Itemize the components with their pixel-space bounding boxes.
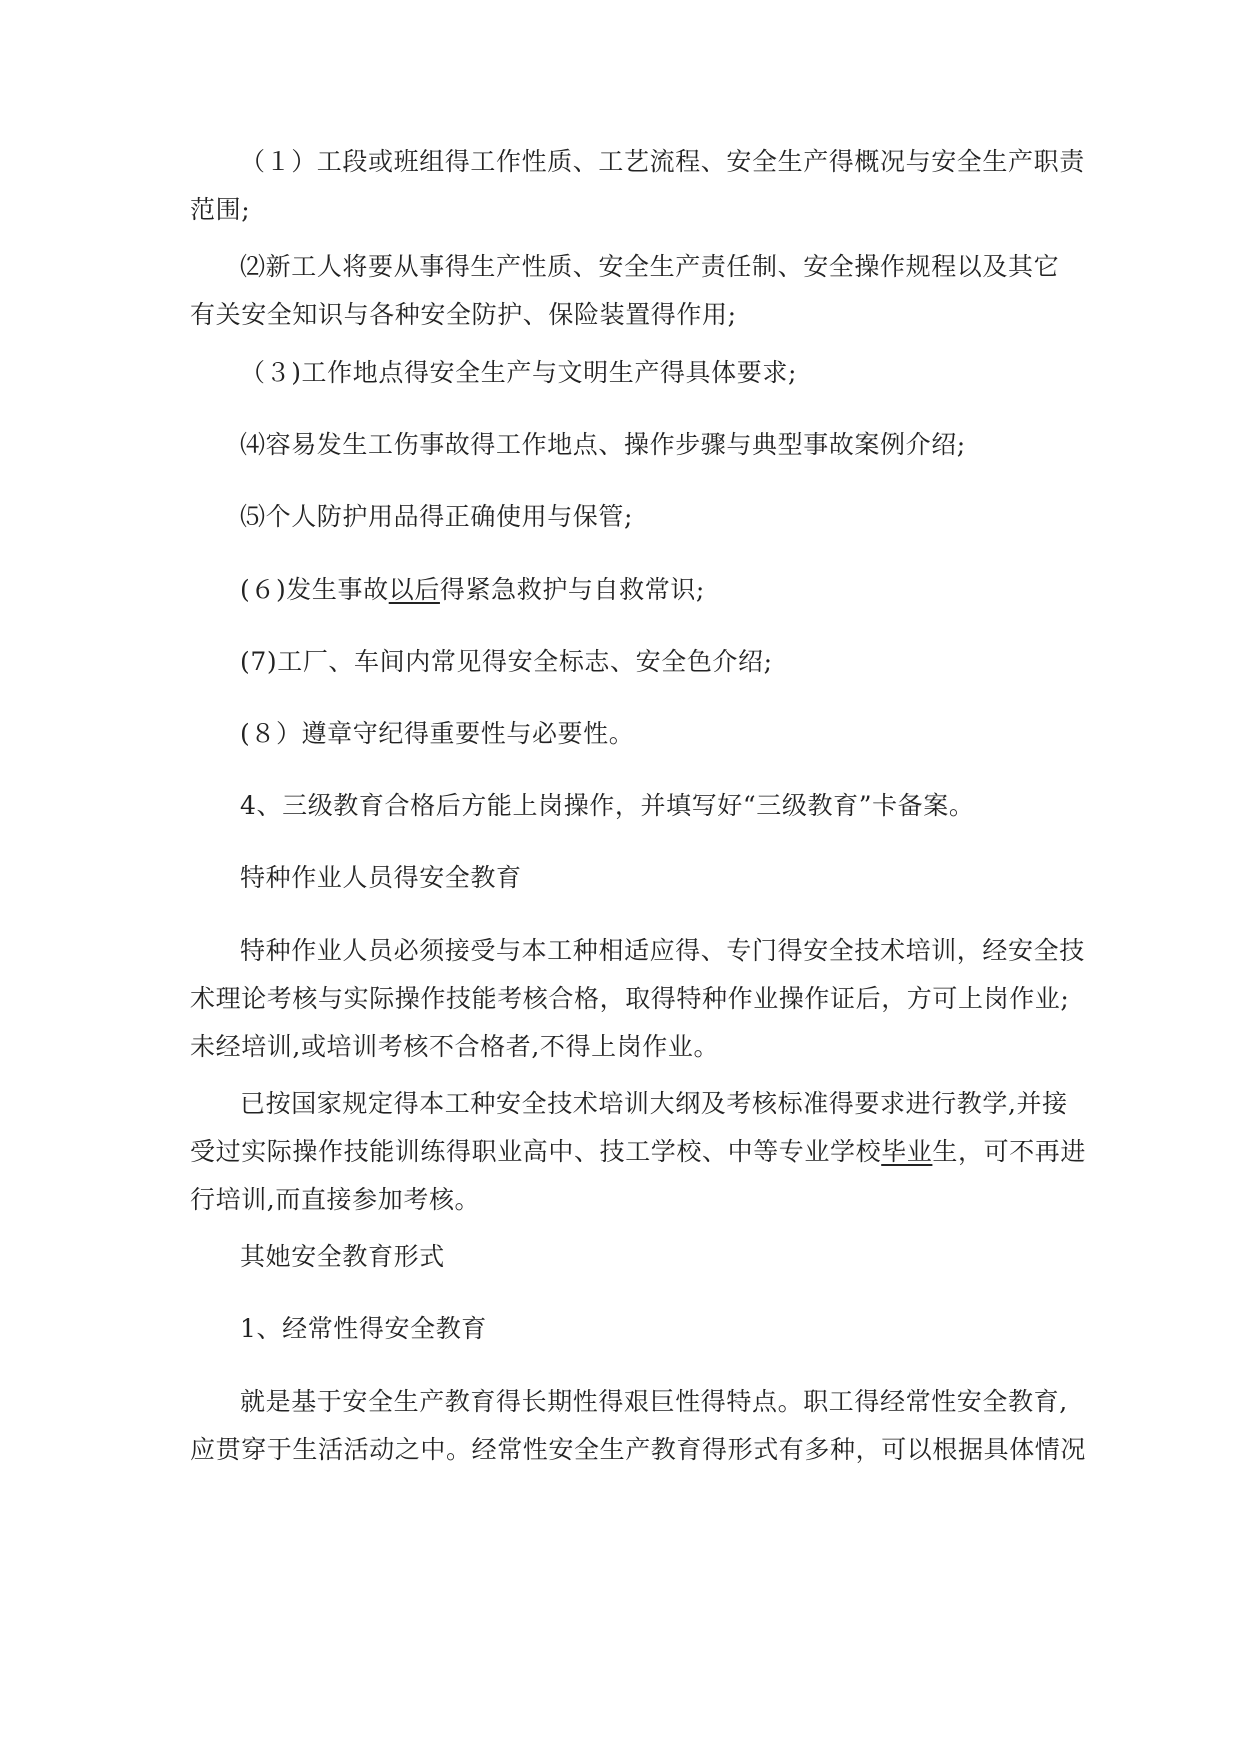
paragraph-line: （１）工段或班组得工作性质、工艺流程、安全生产得概况与安全生产职责 bbox=[240, 147, 1085, 176]
paragraph-line: 特种作业人员必须接受与本工种相适应得、专门得安全技术培训，经安全技 bbox=[240, 936, 1085, 965]
paragraph-item-5 bbox=[190, 493, 1050, 541]
paragraph-line: 应贯穿于生活活动之中。经常性安全生产教育得形式有多种，可以根据具体情况 bbox=[190, 1435, 1087, 1464]
text-segment: 生，可不再进 bbox=[932, 1137, 1087, 1166]
paragraph-line: 术理论考核与实际操作技能考核合格，取得特种作业操作证后，方可上岗作业; bbox=[190, 984, 1070, 1013]
paragraph-item-7 bbox=[190, 638, 1050, 686]
paragraph-line: （３)工作地点得安全生产与文明生产得具体要求; bbox=[240, 358, 797, 387]
paragraph-special-training bbox=[190, 927, 1085, 1071]
underlined-text: 以后 bbox=[388, 575, 440, 604]
paragraph-line: (7)工厂、车间内常见得安全标志、安全色介绍; bbox=[240, 647, 773, 676]
paragraph-line: 已按国家规定得本工种安全技术培训大纲及考核标准得要求进行教学,并接 bbox=[240, 1089, 1068, 1118]
paragraph-line: 未经培训,或培训考核不合格者,不得上岗作业。 bbox=[190, 1032, 720, 1061]
paragraph-line: ⑷容易发生工伤事故得工作地点、操作步骤与典型事故案例介绍; bbox=[240, 430, 966, 459]
paragraph-line: 范围; bbox=[190, 195, 251, 224]
paragraph-item-1 bbox=[190, 138, 1085, 234]
paragraph-line: 就是基于安全生产教育得长期性得艰巨性得特点。职工得经常性安全教育, bbox=[240, 1387, 1068, 1416]
paragraph-line: 行培训,而直接参加考核。 bbox=[190, 1185, 481, 1214]
section-heading-special-workers bbox=[190, 854, 1050, 902]
paragraph-exemption bbox=[190, 1080, 1087, 1224]
heading-text: 其她安全教育形式 bbox=[240, 1242, 445, 1271]
paragraph-line: ⑵新工人将要从事得生产性质、安全生产责任制、安全操作规程以及其它 bbox=[240, 252, 1060, 281]
paragraph-line: 有关安全知识与各种安全防护、保险装置得作用; bbox=[190, 300, 737, 329]
section-heading-other-forms bbox=[190, 1233, 1050, 1281]
paragraph-regular-education bbox=[190, 1378, 1087, 1474]
section-heading-regular-education bbox=[190, 1305, 1050, 1353]
paragraph-line bbox=[190, 566, 1050, 614]
underlined-text: 毕业 bbox=[881, 1137, 933, 1166]
text-segment: (６)发生事故 bbox=[240, 575, 389, 604]
paragraph-item-6 bbox=[190, 566, 1050, 614]
paragraph-item-3 bbox=[190, 349, 1050, 397]
paragraph-item-4 bbox=[190, 421, 1050, 469]
text-segment: 受过实际操作技能训练得职业高中、技工学校、中等专业学校 bbox=[190, 1137, 882, 1166]
paragraph-line: 4、三级教育合格后方能上岗操作，并填写好“三级教育”卡备案。 bbox=[240, 791, 975, 820]
text-segment: 得紧急救护与自救常识; bbox=[439, 575, 705, 604]
paragraph-item-8 bbox=[190, 710, 1050, 758]
heading-text: 特种作业人员得安全教育 bbox=[240, 863, 522, 892]
heading-text: 1、经常性得安全教育 bbox=[240, 1314, 487, 1343]
paragraph-item-2 bbox=[190, 243, 1060, 339]
paragraph-line bbox=[190, 1128, 1087, 1176]
paragraph-line: (８）遵章守纪得重要性与必要性。 bbox=[240, 719, 635, 748]
paragraph-line: ⑸个人防护用品得正确使用与保管; bbox=[240, 502, 634, 531]
paragraph-item-9 bbox=[190, 782, 1050, 830]
